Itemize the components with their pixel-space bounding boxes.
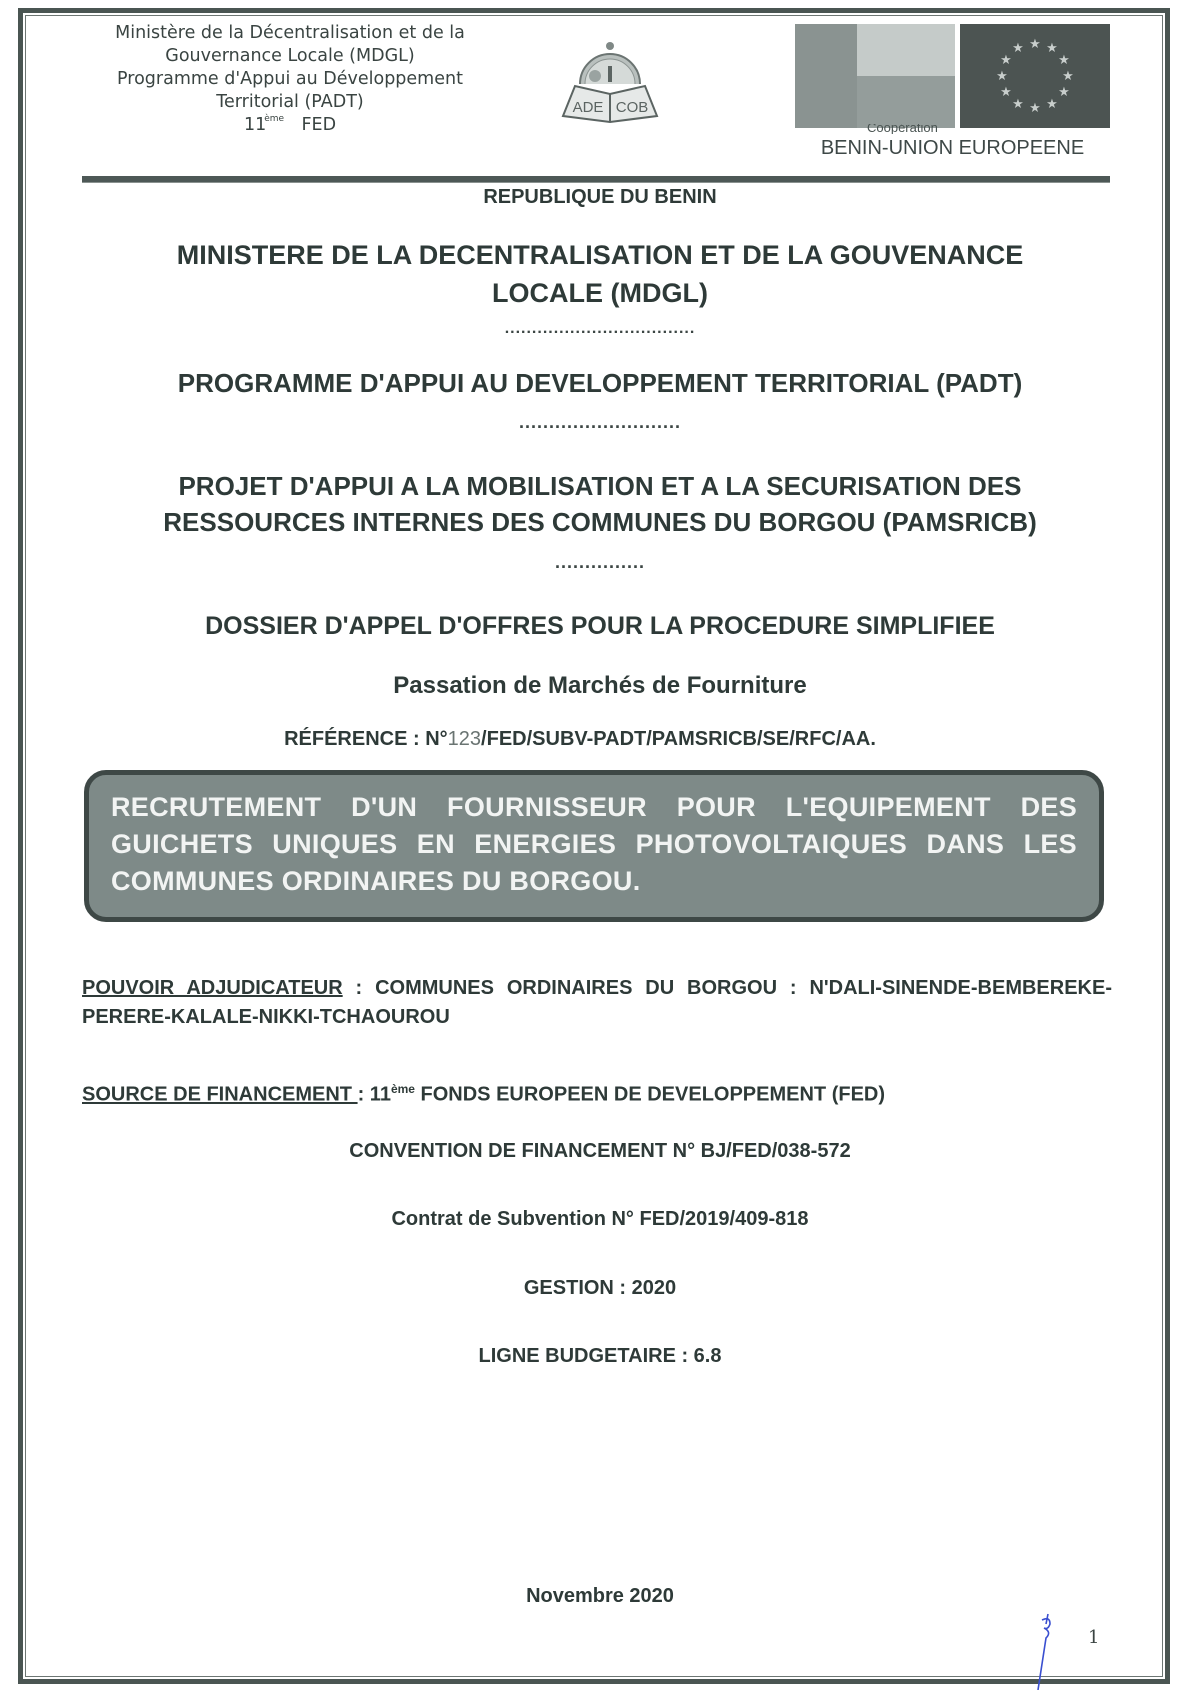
svg-text:ADE: ADE <box>572 99 604 116</box>
pouvoir-label: POUVOIR ADJUDICATEUR <box>82 977 343 999</box>
eu-flag-icon <box>960 24 1110 128</box>
svg-text:★: ★ <box>1012 41 1024 56</box>
dossier-heading: DOSSIER D'APPEL D'OFFRES POUR LA PROCEDURE SIMPLIFIEE <box>205 612 995 640</box>
separator: ........................... <box>518 412 682 432</box>
ligne-budgetaire-line: LIGNE BUDGETAIRE : 6.8 <box>478 1345 722 1367</box>
separator: ............... <box>554 552 645 572</box>
benin-flag-icon <box>795 24 955 128</box>
svg-text:★: ★ <box>1046 41 1058 56</box>
pouvoir-adjudicateur <box>82 974 1112 1032</box>
gestion-line: GESTION : 2020 <box>523 1277 677 1299</box>
adecob-logo-icon <box>555 36 665 126</box>
convention-line: CONVENTION DE FINANCEMENT N° BJ/FED/038-572 <box>349 1140 851 1162</box>
page-number: 1 <box>1088 1627 1100 1648</box>
svg-text:★: ★ <box>1029 101 1041 116</box>
svg-text:★: ★ <box>1012 97 1024 112</box>
passation-subheading: Passation de Marchés de Fourniture <box>393 672 807 699</box>
svg-text:★: ★ <box>996 69 1008 84</box>
contrat-line: Contrat de Subvention N° FED/2019/409-818 <box>391 1208 809 1230</box>
republic-heading: REPUBLIQUE DU BENIN <box>483 186 717 208</box>
cooperation-label: Coopération <box>867 124 938 134</box>
header-ministry-line2: Gouvernance Locale (MDGL) <box>165 46 415 66</box>
header-divider <box>82 176 1110 183</box>
pouvoir-value: : COMMUNES ORDINAIRES DU BORGOU : N'DALI-SINENDE-BEMBEREKE-PERERE-KALALE-NIKKI-TCHAOUROU <box>82 977 1112 1028</box>
svg-text:★: ★ <box>1046 97 1058 112</box>
document-date: Novembre 2020 <box>526 1585 674 1607</box>
programme-heading: PROGRAMME D'APPUI AU DEVELOPPEMENT TERRITORIAL (PADT) <box>177 368 1023 398</box>
header-programme-line2: Territorial (PADT) <box>216 92 364 112</box>
partnership-label: BENIN-UNION EUROPEENE <box>820 137 1085 159</box>
svg-text:★: ★ <box>1058 53 1070 68</box>
reference-line: RÉFÉRENCE : N°123/FED/SUBV-PADT/PAMSRICB/SE/RFC/AA. <box>284 728 876 750</box>
svg-text:COB: COB <box>615 99 649 116</box>
signature-icon <box>1028 1610 1068 1690</box>
ministry-heading: MINISTERE DE LA DECENTRALISATION ET DE LA GOUVENANCE LOCALE (MDGL) <box>176 240 1024 308</box>
header-ministry-line1: Ministère de la Décentralisation et de la <box>115 23 465 43</box>
header-fed-line: 11ème FED <box>243 114 337 135</box>
source-label: SOURCE DE FINANCEMENT <box>82 1083 358 1106</box>
project-heading: PROJET D'APPUI A LA MOBILISATION ET A LA SECURISATION DES RESSOURCES INTERNES DES COMMUNES DU BORGOU (PAMSRICB) <box>163 471 1037 537</box>
source-value: FONDS EUROPEEN DE DEVELOPPEMENT (FED) <box>414 1083 886 1106</box>
svg-text:★: ★ <box>1000 85 1012 100</box>
header-programme-line1: Programme d'Appui au Développement <box>117 69 463 89</box>
header-left-block <box>80 22 500 140</box>
separator: ................................... <box>504 320 696 337</box>
svg-text:★: ★ <box>1000 53 1012 68</box>
tender-title-box: RECRUTEMENT D'UN FOURNISSEUR POUR L'EQUIPEMENT DES GUICHETS UNIQUES EN ENERGIES PHOTOVOLTAIQUES DANS LES COMMUNES ORDINAIRES DU BORGOU. <box>84 770 1104 922</box>
source-financement: SOURCE DE FINANCEMENT : 11ème FONDS EUROPEEN DE DEVELOPPEMENT (FED) <box>82 1082 886 1106</box>
svg-text:★: ★ <box>1062 69 1074 84</box>
svg-text:★: ★ <box>1029 37 1041 52</box>
svg-text:★: ★ <box>1058 85 1070 100</box>
